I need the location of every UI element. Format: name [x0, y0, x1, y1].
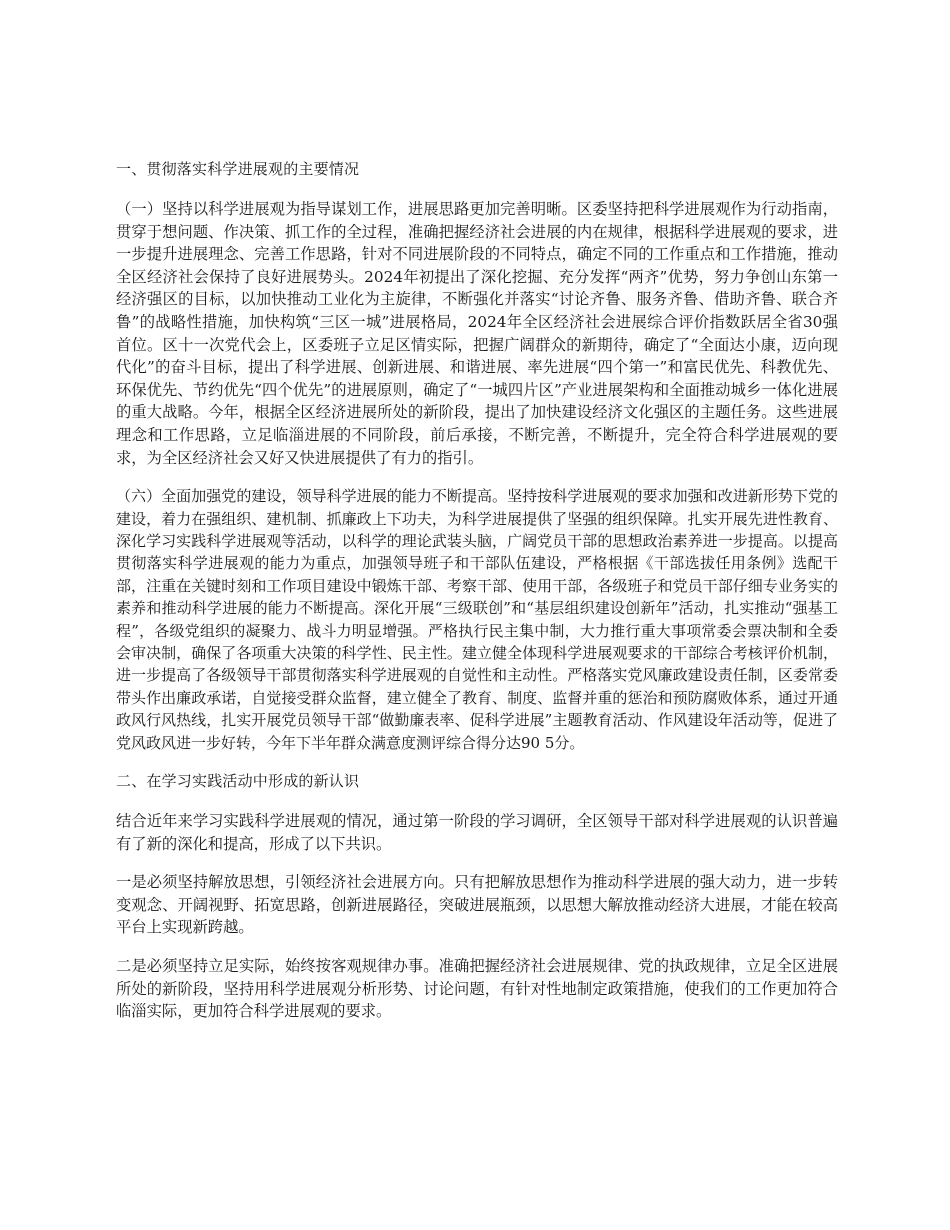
paragraph-1: （一）坚持以科学进展观为指导谋划工作，进展思路更加完善明晰。区委坚持把科学进展观作为行动指南，贯穿于想问题、作决策、抓工作的全过程，准确把握经济社会进展的内在规律，根据科学进展观的要求，进一步提升进展理念、完善工作思路，针对不同进展阶段的不同特点，确定不同的工作重点和工作措施，推动全区经济社会保持了良好进展势头。2024年初提出了深化挖掘、充分发挥“两齐”优势，努力争创山东第一经济强区的目标，以加快推动工业化为主旋律，不断强化并落实“讨论齐鲁、服务齐鲁、借助齐鲁、联合齐鲁”的战略性措施，加快构筑“三区一城”进展格局，2024年全区经济社会进展综合评价指数跃居全省30强首位。区十一次党代会上，区委班子立足区情实际，把握广阔群众的新期待，确定了“全面达小康，迈向现代化”的奋斗目标，提出了科学进展、创新进展、和谐进展、率先进展“四个第一”和富民优先、科教优先、环保优先、节约优先“四个优先”的进展原则，确定了“一城四片区”产业进展架构和全面推动城乡一体化进展的重大战略。今年，根据全区经济进展所处的新阶段，提出了加快建设经济文化强区的主题任务。这些进展理念和工作思路，立足临淄进展的不同阶段，前后承接，不断完善，不断提升，完全符合科学进展观的要求，为全区经济社会又好又快进展提供了有力的指引。 — [116, 200, 838, 467]
paragraph-4: 一是必须坚持解放思想，引领经济社会进展方向。只有把解放思想作为推动科学进展的强大动力，进一步转变观念、开阔视野、拓宽思路，创新进展路径，突破进展瓶颈，以思想大解放推动经济大进展，才能在较高平台上实现新跨越。 — [116, 873, 838, 937]
paragraph-3: 结合近年来学习实践科学进展观的情况，通过第一阶段的学习调研，全区领导干部对科学进展观的认识普遍有了新的深化和提高，形成了以下共识。 — [116, 812, 838, 853]
section-heading-2: 二、在学习实践活动中形成的新认识 — [116, 772, 360, 790]
paragraph-2: （六）全面加强党的建设，领导科学进展的能力不断提高。坚持按科学进展观的要求加强和改进新形势下党的建设，着力在强组织、建机制、抓廉政上下功夫，为科学进展提供了坚强的组织保障。扎实开展先进性教育、深化学习实践科学进展观等活动，以科学的理论武装头脑，广阔党员干部的思想政治素养进一步提高。以提高贯彻落实科学进展观的能力为重点，加强领导班子和干部队伍建设，严格根据《干部选拔任用条例》选配干部，注重在关键时刻和工作项目建设中锻炼干部、考察干部、使用干部，各级班子和党员干部仔细专业务实的素养和推动科学进展的能力不断提高。深化开展“三级联创”和“基层组织建设创新年”活动，扎实推动“强基工程”，各级党组织的凝聚力、战斗力明显增强。严格执行民主集中制，大力推行重大事项常委会票决制和全委会审决制，确保了各项重大决策的科学性、民主性。建立健全体现科学进展观要求的干部综合考核评价机制，进一步提高了各级领导干部贯彻落实科学进展观的自觉性和主动性。严格落实党风廉政建设责任制，区委常委带头作出廉政承诺，自觉接受群众监督，建立健全了教育、制度、监督并重的惩治和预防腐败体系，通过开通政风行风热线，扎实开展党员领导干部“做勤廉表率、促科学进展”主题教育活动、作风建设年活动等，促进了党风政风进一步好转，今年下半年群众满意度测评综合得分达90 5分。 — [116, 487, 838, 752]
section-heading-1: 一、贯彻落实科学进展观的主要情况 — [116, 160, 360, 178]
paragraph-5: 二是必须坚持立足实际，始终按客观规律办事。准确把握经济社会进展规律、党的执政规律，立足全区进展所处的新阶段，坚持用科学进展观分析形势、讨论问题，有针对性地制定政策措施，使我们的工作更加符合临淄实际，更加符合科学进展观的要求。 — [116, 956, 838, 1021]
document-body — [116, 158, 838, 1039]
